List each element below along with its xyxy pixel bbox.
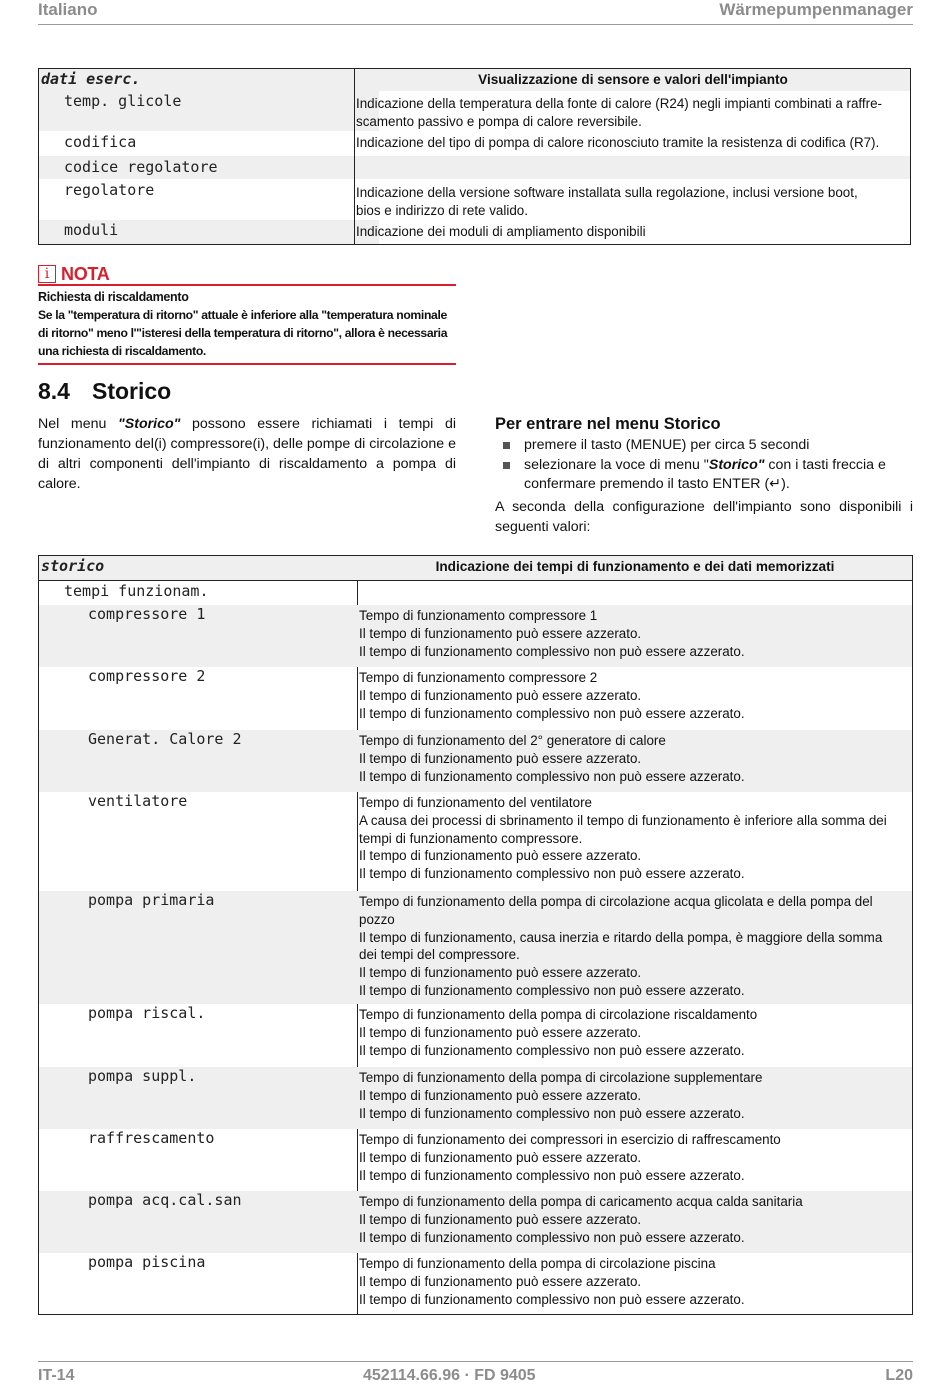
table-subheader-row bbox=[39, 581, 912, 605]
table-row bbox=[39, 667, 912, 730]
row-label: pompa riscal. bbox=[88, 1004, 206, 1022]
header-manual-title: Wärmepumpenmanager bbox=[719, 0, 913, 19]
note-body: Se la "temperatura di ritorno" attuale è inferiore alla "temperatura nominale di ritorno" meno l'"isteresi della temperatura di ritorno", allora è necessaria una richiesta di riscaldamento. bbox=[38, 306, 456, 365]
square-bullet-icon bbox=[503, 442, 510, 449]
row-description: Indicazione dei moduli di ampliamento disponibili bbox=[356, 224, 646, 239]
row-label: pompa primaria bbox=[88, 891, 215, 909]
note-title: NOTA bbox=[61, 264, 110, 284]
section-heading bbox=[38, 378, 171, 405]
info-icon: i bbox=[38, 265, 56, 283]
table-header-left: storico bbox=[41, 557, 105, 575]
row-description: Tempo di funzionamento della pompa di circolazione riscaldamento Il tempo di funzionamento può essere azzerato. Il tempo di funzionamento complessivo non può essere azzerato. bbox=[359, 1007, 758, 1058]
header-language: Italiano bbox=[38, 0, 98, 19]
table-header-row bbox=[39, 69, 910, 91]
table-row bbox=[39, 1067, 912, 1129]
list-item: selezionare la voce di menu "Storico" con i tasti freccia e confermare premendo il tasto ENTER (↵). bbox=[501, 456, 913, 493]
table-header-right: Indicazione dei tempi di funzionamento e dei dati memorizzati bbox=[358, 556, 912, 580]
row-description: Tempo di funzionamento del 2° generatore di calore Il tempo di funzionamento può essere azzerato. Il tempo di funzionamento complessivo non può essere azzerato. bbox=[359, 733, 745, 784]
table-row bbox=[39, 730, 912, 792]
table-header-row bbox=[39, 556, 912, 581]
row-label: compressore 1 bbox=[88, 605, 206, 623]
row-label: codifica bbox=[64, 133, 137, 151]
page-footer bbox=[38, 1361, 913, 1384]
table-row bbox=[39, 156, 910, 179]
row-label: tempi funzionam. bbox=[64, 582, 209, 600]
row-label: compressore 2 bbox=[88, 667, 206, 685]
table-header-left: dati eserc. bbox=[39, 69, 356, 91]
row-label: codice regolatore bbox=[64, 158, 218, 176]
row-description: Tempo di funzionamento della pompa di circolazione piscina Il tempo di funzionamento può essere azzerato. Il tempo di funzionamento complessivo non può essere azzerato. bbox=[359, 1256, 745, 1307]
page-number: IT-14 bbox=[38, 1367, 75, 1384]
row-label: pompa piscina bbox=[88, 1253, 206, 1271]
table-row bbox=[39, 91, 910, 131]
section-number: 8.4 bbox=[38, 378, 70, 404]
row-label: ventilatore bbox=[88, 792, 188, 810]
section-intro: Nel menu "Storico" possono essere richiamati i tempi di funzionamento del(i) compressore(i), delle pompe di circolazione e di altri componenti dell'impianto di riscaldamento a pompa di calore. bbox=[38, 416, 456, 492]
row-description: Indicazione della versione software installata sulla regolazione, inclusi versione boot, bios e indirizzo di rete valido. bbox=[356, 185, 858, 218]
table-row bbox=[39, 605, 912, 667]
document-code: 452114.66.96 · FD 9405 bbox=[363, 1367, 536, 1384]
table-row bbox=[39, 891, 912, 1004]
row-label: Generat. Calore 2 bbox=[88, 730, 242, 748]
row-description: Tempo di funzionamento compressore 2 Il tempo di funzionamento può essere azzerato. Il tempo di funzionamento complessivo non può essere azzerato. bbox=[359, 670, 745, 721]
row-description: Tempo di funzionamento della pompa di caricamento acqua calda sanitaria Il tempo di funzionamento può essere azzerato. Il tempo di funzionamento complessivo non può essere azzerato. bbox=[359, 1194, 803, 1245]
note-box bbox=[38, 262, 456, 365]
revision-code: L20 bbox=[885, 1367, 913, 1384]
table-row bbox=[39, 1191, 912, 1253]
row-label: temp. glicole bbox=[64, 92, 182, 110]
row-description: Tempo di funzionamento dei compressori in esercizio di raffrescamento Il tempo di funzionamento può essere azzerato. Il tempo di funzionamento complessivo non può essere azzerato. bbox=[359, 1132, 781, 1183]
table-row bbox=[39, 792, 912, 891]
table-row bbox=[39, 1004, 912, 1067]
list-item: premere il tasto (MENUE) per circa 5 secondi bbox=[501, 436, 913, 455]
row-label: raffrescamento bbox=[88, 1129, 215, 1147]
row-label: moduli bbox=[64, 221, 119, 239]
row-label: regolatore bbox=[64, 181, 155, 199]
row-description: Indicazione del tipo di pompa di calore riconosciuto tramite la resistenza di codifica (R7). bbox=[356, 135, 880, 150]
row-description: Tempo di funzionamento della pompa di circolazione acqua glicolata e della pompa del pozzo Il tempo di funzionamento, causa inerzia e ritardo della pompa, è maggiore della somma dei tempi del compressore. Il tempo di funzionamento può essere azzerato. Il tempo di funzionamento complessivo non può essere azzerato. bbox=[359, 894, 883, 998]
row-label: pompa suppl. bbox=[88, 1067, 197, 1085]
row-description bbox=[355, 156, 910, 179]
history-table bbox=[38, 555, 913, 1315]
table-row bbox=[39, 131, 910, 156]
row-description: Indicazione della temperatura della fonte di calore (R24) negli impianti combinati a raffre- scamento passivo e pompa di calore reversibile. bbox=[356, 96, 882, 129]
row-description: Tempo di funzionamento del ventilatore A causa dei processi di sbrinamento il tempo di funzionamento è inferiore alla somma dei tempi di funzionamento compressore. Il tempo di funzionamento può essere azzerato. Il tempo di funzionamento complessivo non può essere azzerato. bbox=[359, 795, 887, 882]
note-subtitle: Richiesta di riscaldamento bbox=[38, 290, 189, 304]
sensor-values-table bbox=[38, 68, 911, 245]
table-row bbox=[39, 1253, 912, 1314]
page-header bbox=[38, 0, 913, 25]
menu-entry-title: Per entrare nel menu Storico bbox=[495, 415, 721, 433]
row-description: Tempo di funzionamento della pompa di circolazione supplementare Il tempo di funzionamento può essere azzerato. Il tempo di funzionamento complessivo non può essere azzerato. bbox=[359, 1070, 763, 1121]
table-row bbox=[39, 1129, 912, 1191]
instructions-list bbox=[501, 436, 913, 495]
square-bullet-icon bbox=[503, 462, 510, 469]
section-title: Storico bbox=[91, 378, 172, 404]
table-header-right: Visualizzazione di sensore e valori dell'impianto bbox=[355, 69, 910, 91]
table-row bbox=[39, 220, 910, 244]
row-description: Tempo di funzionamento compressore 1 Il tempo di funzionamento può essere azzerato. Il tempo di funzionamento complessivo non può essere azzerato. bbox=[359, 608, 745, 659]
availability-note: A seconda della configurazione dell'impianto sono disponibili i seguenti valori: bbox=[495, 499, 913, 535]
row-label: pompa acq.cal.san bbox=[88, 1191, 242, 1209]
table-row bbox=[39, 179, 910, 220]
